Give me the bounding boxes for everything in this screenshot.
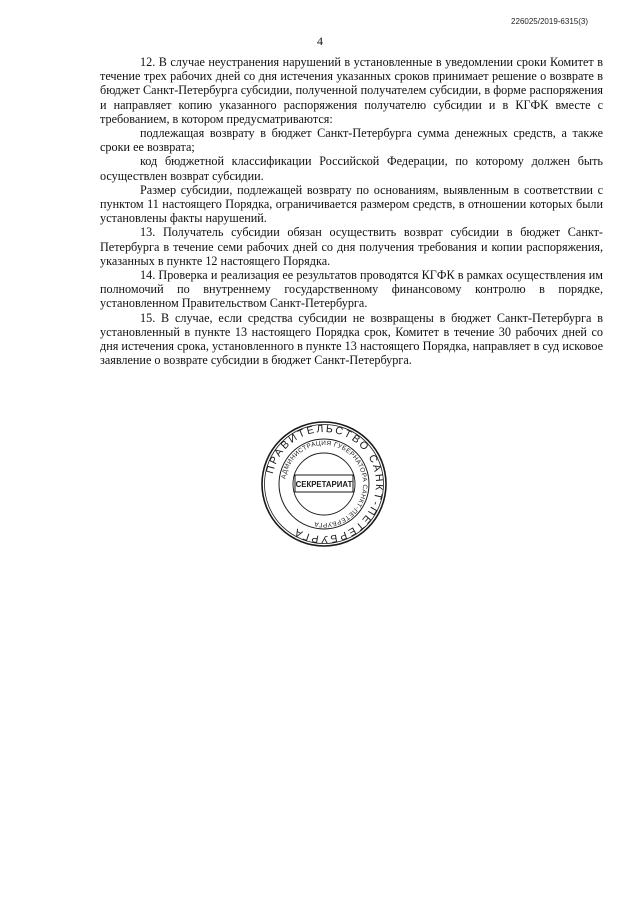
page-number: 4 bbox=[317, 34, 323, 48]
paragraph-subsidy-size: Размер субсидии, подлежащей возврату по основаниям, выявленным в соответствии с пунктом 11 настоящего Порядка, ограничивается размером средств, в отношении которых были установлены факты нарушений. bbox=[100, 182, 603, 226]
seal-inner-text: АДМИНИСТРАЦИЯ ГУБЕРНАТОРА САНКТ-ПЕТЕРБУРГА bbox=[280, 439, 369, 529]
document-body bbox=[100, 55, 603, 367]
document-id: 226025/2019-6315(3) bbox=[511, 17, 588, 26]
seal-graphic bbox=[260, 420, 388, 548]
paragraph-14: 14. Проверка и реализация ее результатов проводятся КГФК в рамках осуществления им полномочий по внутреннему государственному финансовому контролю в порядке, установленном Правительством Санкт-Петербурга. bbox=[100, 268, 603, 311]
official-seal bbox=[260, 420, 388, 548]
paragraph-12-item-amount: подлежащая возврату в бюджет Санкт-Петербурга сумма денежных средств, а также сроки ее возврата; bbox=[100, 126, 603, 155]
paragraph-12-item-code: код бюджетной классификации Российской Федерации, по которому должен быть осуществлен возврат субсидии. bbox=[100, 154, 603, 183]
paragraph-12: 12. В случае неустранения нарушений в установленные в уведомлении сроки Комитет в течение трех рабочих дней со дня истечения указанных сроков принимает решение о возврате в бюджет Санкт-Петербурга субсидии, полученной получателем субсидии, в форме распоряжения и направляет копию указанного распоряжения получателю субсидии и в КГФК вместе с требованием, в котором предусматриваются: bbox=[100, 55, 603, 126]
paragraph-13: 13. Получатель субсидии обязан осуществить возврат субсидии в бюджет Санкт-Петербурга в течение семи рабочих дней со дня получения требования и копии распоряжения, указанных в пункте 12 настоящего Порядка. bbox=[100, 225, 603, 268]
paragraph-15: 15. В случае, если средства субсидии не возвращены в бюджет Санкт-Петербурга в установленный в пункте 13 настоящего Порядка срок, Комитет в течение 30 рабочих дней со дня истечения срока, установленного в пункте 13 настоящего Порядка, направляет в суд исковое заявление о возврате субсидии в бюджет Санкт-Петербурга. bbox=[100, 310, 603, 368]
seal-outer-text: ПРАВИТЕЛЬСТВО САНКТ-ПЕТЕРБУРГА bbox=[264, 422, 386, 546]
seal-center-text: СЕКРЕТАРИАТ bbox=[295, 480, 353, 489]
